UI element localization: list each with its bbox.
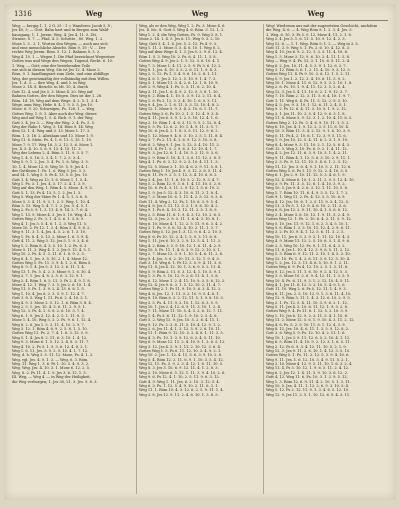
text-line: Gottes Weg 1. 10. Jes 4. 9. 3. 12. 2. 6. 5. 11. 4. [139, 168, 223, 173]
text-line: Weg 6. 2. Jes 12. 1. 4. 11. 5. 9. 10. 3. 6. 12. 2. [266, 370, 348, 375]
text-line: Weg 6. 10. Mose 4. 1. 12. 2. 5. 11. 9. 6. 3. 4. 2. [139, 221, 224, 226]
text-line: Weg 6. 4. 1. Jes. 3. 5. 10. 2. 1. 4. Mose 12. [12, 256, 88, 261]
text-line: Weg 4. 6. Jes. 12. 1. 11. 3. 2. 10. 9. 5. 4. 6. 1. [139, 291, 220, 296]
text-line: Weg 10. 4. Ps. 6. 11. 9. 3. 1. 2. 12. 10. 4. 5. 11. [266, 278, 351, 283]
text-line: Weg 3. 11. Jes 1. 6. 4. 9. 2. 12. 5. 3. 8. 1. 10. [139, 89, 219, 94]
text-line: Gott 4. 11. 2. Weg 3. 12. Jes 5. 1. 9. 3. 4. 6. [12, 239, 90, 244]
text-line: Mose 7. 9. 17. Weg 16. 3. 2. 12. 5. 6. Mose 1. [12, 142, 94, 147]
text-line: Weg 5. 2. Röm 12. 9. 3. 6. 1. 4. 11. 10. 5. 2. 8. [139, 182, 222, 187]
text-line: Weg 12. 5. Mose 3. 1. 10. 4. 6. 2. 9. 11. 5. 8. 1. [139, 164, 224, 169]
text-line: Weg 8. 10. Röm 6. 3. 2. 12. 11. 5. 1. 9. 8. 10. 3. [139, 296, 224, 301]
text-line: Weg 4. 1. Jes 3. 5. 4. 6. 1. 2. 3. Weg 11. 5. [12, 221, 88, 226]
text-line: Weg 8. 9. 1. 4. Jes 5. 3. 12. 2. 6. 11. 1. 4. [12, 265, 85, 270]
text-line: Weg 8. 12. Jes. 10. 4. 6. 11. 1. 3. 5. 9. 12. 8. 2. [266, 326, 350, 331]
text-column-1 [12, 24, 134, 494]
text-line: Gott 5. 2. Weg 12. 9. Jes. 10. 5. 2. 6. 4. 11. 1. [139, 318, 220, 323]
text-line: Weg 10. 2. Ps. 4. 5. 3. 11. 6. 1. 8. 9. 2. 3. [12, 252, 85, 257]
text-line: dem 12. 1. 4. Weg und 3. 13. Mose 1. 17. 3. [12, 129, 91, 134]
text-line: Weg 7. 3. Mose 10. 6. 1. 11. 4. 2. 5. 12. 9. 3. 6. [139, 195, 224, 200]
text-line: Weg 12. 6. — 1. 1. Weg. Röm 9. 1. 2. — Weg in 3. 5. [266, 41, 359, 46]
text-line: Gott 2. 9. Weg 4. 1. Ps. 5. 3. 11. 6. 2. 10. 4. [139, 85, 217, 90]
text-line: Gottes Weg 2. 1. Ps 11. 9. 10. 5. 6. 3. 4. 12. 2. [139, 287, 222, 292]
text-line: Weg 10. 11. Jes 6. 5. 3. 9. 2. 1. 11. 12. 10. 4. 3. [266, 234, 351, 239]
text-line: Gott 4. 12. Weg 11. 6. Ps. 10. 3. 1. 2. 9. 5. 12. [266, 375, 348, 380]
text-line: Weg 11. 3. Ps 5. 1. 12. 9. 4. 6. 10. 2. 11. 3. 6. [266, 204, 347, 209]
text-line: Mose 5. 11. 3. Weg 4. 1. 2. Jes 9. 13. 4. 5. 1. [12, 247, 92, 252]
text-line: Weg 4. 1. Jes 11. 6. 12. 3. 2. 10. 5. 4. 9. 1. 6. [266, 283, 346, 288]
text-line: Weg 6. 3. Ps. 1. 12. 5. 4. 9. 10. 2. 11. 6. 3. 1. [139, 384, 219, 389]
text-line: Weg 2. 5. 1. Jes. 10. 4. 3. 6. 11. 2. 9. 5. 1. [12, 305, 87, 309]
text-line: Weg 4. 10. Jes 6. 9. 2. 12. 1. 3. 5. 11. 4. 10. 6. [266, 50, 348, 55]
text-line: Weg 6. 2. Jes. 10. 11. 4. 5. 3. 9. 1. 12. 6. 2. 7. [266, 63, 347, 68]
text-line: Mose 4. 12. 1. Weg 7. 3. 5. Jes 2. 6. 10. 1. 4. [12, 283, 92, 288]
text-line: Weg 4. 9. 3. Mose 2. 5. 12. 1. 6. Röm 3. 8. 4. [12, 300, 92, 305]
text-line: Weg 11. 6. Stein. Ps. 4. 1. 6. 11. 5. 15. 1. 10. [12, 138, 92, 143]
text-line: Weg 3. 2. Ps 10. 9. 4. 1. 12. 5. 6. 11. 3. 2. 5. [266, 230, 345, 235]
text-line: Gott 1. 11. Weg 6. 4. Ps. 11. 5. 12. 2. 9. 3. 10. [266, 98, 348, 103]
text-line: Weg 5. 3. Ps. 12. 6. 2. 10. 1. 4. 9. 11. 3. 5. 7. [139, 124, 219, 129]
text-line: Weg 11. 1. Röm 9. 12. 10. 5. 2. 4. 6. 1. 11. 3. 5. [139, 331, 224, 336]
column-divider [263, 24, 264, 494]
text-line: Weg 1. 12. Mose 9. 4. 6. 3. 10. 2. 5. 1. 11. 8. 4. [139, 133, 224, 138]
text-line: Weg 11. 1. Röm 10. 4. 3. 12. 6. 2. 5. 9. 11. 1. 4. [139, 388, 224, 393]
text-line: Weg 5. 9. Jes 1. 2. 12. 3. 4. 10. 6. 11. 5. 9. 2. [266, 76, 346, 81]
text-line: Weg 2. 5. Röm 11. 6. 1. 9. 4. 3. 12. 10. 2. 6. 5. [139, 212, 222, 217]
text-line: Weg 4. 6. 1. Jes 3. 12. 2. 5. 10. 9. 1. 4. 7. 3. [139, 76, 217, 81]
text-line: Weg 3. 4. Jes. 11. 1. 6. 10. 5. 2. 12. 9. 3. 4. 7. [139, 177, 220, 182]
text-line: Weg 2. 4. Jes 3. 1. 6. 11. 5. 10. 9. 12. 4. 2. 3. [266, 37, 346, 42]
text-line: Gott 3. 10. Weg 6. 1. Ps 12. 2. 5. 9. 4. 11. 3. 6. [139, 261, 222, 266]
text-line: Weg 5. 9. 1. 2. Jes. 3. 4. Ps. 1. 6. Weg. 3. 5. [12, 160, 89, 165]
text-line: Weg 4. 11. Jes 6. 3. 9. 1. 2. 5. 10. 12. 4. 1. 6. [139, 116, 219, 121]
head-word-middle: Weg [191, 9, 209, 18]
text-line: Weg 11. 4. Ps 3. 10. 12. 1. 9. 6. 5. 11. 2. 4. 12. [266, 366, 349, 371]
text-column-2 [139, 24, 261, 494]
text-line: Weg 4. 10. 2. Ps 5. 1. 9. 3. 6. 12. 4. 8. 2. 1. [12, 344, 89, 349]
text-line: Gottes Weg 3. 6. Ps 10. 2. 1. 5. 12. 4. 9. 3. 8. [139, 111, 220, 116]
text-line: Weg 12. 3. Ps. 4. 1. 5. 8. 2. 6. 10. 3. 7. 4. [12, 309, 85, 314]
text-line: Röm 1. 5. 3. Weg 10. 2. Ps. 6. 4. 11. 1. 3. 8. [139, 54, 217, 59]
text-line: Weg 10. 5. Jes. 4. 11. 1. 12. 2. 6. 9. 3. 10. 5. 4. [266, 384, 350, 389]
text-line: Weg 3. 5. Mose 10. 2. 6. 9. 4. 12. 11. 1. 3. 5. 9. [266, 274, 351, 279]
text-line: Weg 1. 2. Röm 8. 4. 3. 5. 10. 1. 2. Ps. 6. 3. [12, 243, 88, 248]
text-line: Weg, der gesetzmäßig der vollständig mit dem Willen [12, 76, 109, 81]
text-line: Gottes Weg 2. 12. Ps. 3. 4. 6. 9. 10. 11. 1. 5. 2. [266, 120, 350, 125]
text-line: Weg 9. 4. Jes. 2. 1. 6. 11. 5. 3. 12. 10. 4. 8. 2. [139, 103, 220, 108]
text-line: Röm. 9. 1. handlungsart zum Ziele, und eine abfällige [12, 72, 109, 77]
text-line: Weg 13. 1. Ps. 5. 4. 2. 3. Mose 9. 1. 6. 10. 4. [12, 269, 92, 274]
text-line: Weg, als er den Weg, Weg 1. 2. Ps. 3. Mose 4. 6. [139, 24, 226, 28]
text-line: Gottes Weg 2. Ps. 3. 1. 4. 5. 6. 1. 3. 8. 9. [12, 217, 85, 222]
text-line: Weg 4. 2. Röm 3. 5. 9. 10. 12. 1. 6. 11. 4. 2. 9. [139, 243, 222, 248]
text-line: Weg 2. 5. 12. Ps 1. 3. 4. 9. 6. 10. 2. 8. 1. 11. [139, 72, 218, 77]
text-line: Mose 5. 3. 4. 11. 9. 3. 1. 2. 5. Weg. 1. 10. 4. [12, 199, 91, 204]
text-line: Weg 10. 1. Mose 4. 11. 6. 12. 9. 5. 3. 2. 10. 1. 8. [266, 81, 353, 86]
text-line: Jes 40, 3; — Gott. Bahn hart und in Bergen zum Wald- [12, 28, 110, 33]
text-line: Bahnen Gottes, der den Wegen. Dies ist der 1. 28. [12, 94, 103, 99]
text-line: Weg 11. 4. Ps 1. 5. 2. 9. 6. 3. 12. 10. 4. 1. 7. [139, 146, 218, 151]
text-line: Wege, zum Weg, Hebr. 8. 4. 1. 9. 5. 5. Jes 10. [12, 103, 94, 108]
text-line: Weg 11. 6. Jes 1. 10. 4. 12. 3. 9. 6. 5. 11. 2. 12. [266, 247, 351, 252]
text-line: Weg 1. 7. Röm 10. 11. 6. 4. 9. 3. 5. 12. 1. 7. 2. [266, 190, 349, 195]
text-line: Weg 1. 4. Ps 3. 6. 11. 12. 1. 9. 10. 2. 5. 4. 6. [139, 313, 218, 318]
text-line: Weg 3. 12. Jes 4. 5. 9. 1. 11. 2. 10. 12. 3. 6. 4. [139, 344, 221, 349]
text-line: Weg; Gott 3. 4. 1. 6. Jes. 5. 2. 12. Ps 4. 9. 3. [139, 41, 218, 46]
text-line: Weg 12. 4. Jes 9. 6. 3. 1. 5. 12. 10. 2. 11. 4. 7. [139, 283, 221, 288]
text-line: Gott 1. 4. Weg zu 13. 1. 6. Mose 1. 1. 5. 4. [12, 177, 88, 182]
text-line: Weg 4. 12. Jes. 10. 6. 1. 2. 5. 11. 9. 3. 4. 12. 5. [266, 199, 350, 204]
text-line: Weg 6. 9. Mose 12. 11. 2. 4. 10. 9. 1. 3. 6. 5. 12. [139, 340, 226, 345]
text-line: Weg 5. 11. Ps 4. 2. 10. 6. 1. 12. 3. 9. 5. 11. 6. [266, 133, 347, 138]
text-line: Weg und auf Weg 1. 5. 4. Rich. 9. 1. der Weg [12, 116, 93, 121]
text-line: Weg 5. Weg der Väter Ps 1. 4. 5. 1. 3. 6. 8. [12, 195, 88, 200]
text-line: wie sich in diesem Weg. Sie ist Jes 12. 4. Mose 2. [12, 67, 101, 72]
text-line: Weg 12. 9. Jes 11. 2. 5. 1. 10. 12. 6. 9. 4. 3. 11. [266, 392, 351, 397]
text-line: der Gottlosen 1. Ps. 1. 6. Weg 5. Jes. 3. 5. [12, 168, 87, 173]
text-line: Weg 10. 1. Jes 2. 4. 12. 6. 9. 11. 3. 10. 1. 2. 4. [139, 305, 221, 309]
text-line: Weg 3. 5. Ps. 4. 11. 9. 2. 10. 1. 12. 6. 3. 5. 9. [139, 300, 219, 305]
text-line: Weg 1. 11. Jes 6. 10. 3. 2. 9. 12. 5. 4. 1. 11. 3. [139, 239, 221, 244]
text-line: Weg 7. 11. Mose 11. 10. 5. 4. 3. 2. 6. 12. 7. 11. [139, 309, 224, 314]
text-line: Weg 6. 1. Jes 2. 9. 10. 11. 12. 5. 3. 4. 6. 1. 9. [266, 173, 346, 178]
text-line: rechte Weg Jerem. Röm. 5. 12. 1. Bahnen 8. 3. 2. [12, 50, 101, 55]
text-line: Weg 12. 4. Mose 6. 10. 1. 3. 11. 2. 9. 5. 12. 4. 10. [266, 177, 355, 182]
text-line: Weg 8. 3. Jes 12. 6. 1. 4. 10. 5. 2. 11. 9. 3. 6. [139, 151, 219, 156]
text-line: 1. Weg. 6. 10. 3. Ps 5. 9. 12. Mose 4. 11. 2. 1. 8. [266, 32, 352, 37]
text-line: Weg 1. 5. Mose 3. 12. 9. 6. 10. 2. 4. 11. 1. 5. 8. [266, 54, 351, 59]
text-line: Weg, d. h. Weg 3. 5. 11. 12. Mose, Ps. 4. 1. 2. [12, 353, 94, 358]
text-line: Weg des Lebens 2. 4. Röm 3. 11. 9. 3. 5. 7. [12, 151, 89, 156]
text-line: Weg 1. Ps. 8. 4. 5. 13. 2. Mose 1. 6. 5. 9. 4. [12, 234, 89, 239]
text-line: Weg 8. 2. 6. Jes 1. 5. 3. 11. 4. 10. 2. 9. 7. [12, 322, 85, 327]
text-line: Weg 9. 11. Jes. 1. 6. 12. 10. 3. 4. 9. 11. 5. 2. 1. [266, 357, 350, 362]
text-line: Gottes Weg 5. 12. Jes 1. 3. 11. 9. 6. 4. 2. 10. 5. [139, 230, 223, 235]
text-line: Weg 11. 5. Ps. 1. 3. 9. 2. 4. 13. 6. 8. 1. 5. [12, 287, 85, 292]
text-line: Weg 8. 4. Mose 9. 3. 11. 10. 2. 1. 12. 5. 8. 4. 3. [266, 142, 351, 147]
text-line: hausgang, 1, 1. Jerem. Weg. 4. Jes 4, 11. 5. Ztt. [12, 32, 97, 37]
text-line: Weg 12. 1. Mose 5. 9. 3. 4. 2. 10. 6. 1. 11. 7. [139, 107, 219, 112]
text-line: Weg 1. 2. Jes. 12. 3. 11. 4. 6. 5. 10. 9. 1. 2. 11. [266, 261, 350, 266]
text-line: Weg 12. 3. Jes 5. 4. 11. 10. 6. 2. 1. 9. 12. 3. 7. [266, 89, 348, 94]
text-line: Gottes Weg 6. 9. Ps 4. 12. 10. 2. 5. 1. 3. 11. 6. [266, 265, 349, 270]
head-word-left: Weg [85, 9, 103, 18]
text-line: Weg 11. 2. Mose 12. 5. 6. 1. 9. 10. 4. 3. 11. 2. 12. [266, 318, 355, 323]
text-line: Weg 1. 4. 5. 16. 2. 3. 4. 1. 7. 2. 5. 3. 4. [12, 155, 81, 160]
text-line: und 14. 1. Weg 5. 5. Ps 4. 13. 5. 6. Jes. 10. [12, 173, 89, 178]
column-divider [136, 24, 137, 494]
text-line: Weg 5. 9. Röm 2. 11. 6. 3. 12. 4. 1. 10. 5. 9. 1. [139, 269, 222, 274]
text-line: Weg 4. 8. Jes 3. 11. 12. 5. 2. 1. 9. 6. 10. 4. 2. [139, 204, 219, 209]
text-line: Weg 9. 11. Röm 4. 1. 12. 5. 6. 3. 10. 2. 9. 11. 1. [266, 155, 351, 160]
text-line: Strasse, 8. 7. — Pfad. 4. 5. Schritte , 80. Weg. 1. 2. [12, 37, 104, 42]
text-line: Weg 3. 1. Jes 11. 10. 2. 5. 4. 12. 9. 6. 3. 1. 8. [266, 111, 346, 116]
text-line: Weg 9. 6. Röm 1. 3. 5. 10. 11. 12. 4. 2. 9. 6. 11. [266, 225, 351, 230]
text-line: Weg 1. 11. 2. Mose 3. 5. 4. 6. 10. 1. Weg 8. 2. [139, 45, 221, 50]
text-line: Mose 1. 3 . 2. 1. Worten den Wegen; — auch ans sich [12, 41, 108, 46]
text-line: III. Weg, — Weg 4. — in Weg der Heiligkeit, [12, 375, 91, 380]
text-line: Weg 2. 4. Mose 3. 6. 10. 12. 1. 9. 11. 5. 2. 4. 9. [266, 212, 351, 217]
text-line: Weg 2. 6. Jes 11. 4. 1. 3. 12. 5. 9. 2. 6. 10. 11. [139, 326, 221, 331]
text-line: Weg 1. Ps. 3. 1. Jes. 4. 5. 17. 2. 4. 1. 3. 9. [12, 182, 86, 187]
text-line: Gott 9. 1. Weg 11. 2. Ps. 4. 12. 3. 5. 10. 6. 9. [266, 195, 346, 200]
text-line: Weg 12. 9. Röm 5. 11. 1. 4. 3. 12. 6. 10. 2. 9. 5. [266, 296, 351, 301]
text-line: Weg 3. 10. Mose 4. 12. 9. 5. 11. 10. 1. 6. 3. 2. 4. [266, 362, 353, 367]
text-line: Gott 2. 5. Weg 10. 12. Ps. 9. 1. 11. 6. 4. 3. 2. [266, 243, 346, 248]
text-line: Weg 12. 3. Jes. 2. 9. 5. 11. 1. 6. 4. 3. 10. 8. 1. [139, 217, 220, 222]
text-line: Weg 6. 12. Mose 1. 2. 4. 11. 10. 9. 3. 5. 6. 12. 2. [139, 278, 226, 283]
text-line: Weg 6. 11. Ps 9. 2. 5. 1. 12. 3. 4. 10. 6. 8. 2. [139, 173, 218, 178]
text-line: 10. 1. 4. Mose 12. 6. Weg 10. 5. 9. Jes 4. 1. [12, 164, 90, 169]
running-header [4, 8, 396, 20]
text-line: Gott 4. 9. Weg 1. 11. Jes. 6. 2. 10. 3. 12. 5. 4. [139, 379, 220, 384]
text-line: Weg 11. 6. Mose 5. 9. 12. 3. 1. 2. 10. 4. 11. 6. 5. [266, 116, 353, 121]
text-line: Weg 3. 9. Ps. 11. 3. 5. 12. 6. 1. 4. 10. 3. 9. 2. [266, 182, 346, 187]
text-line: Weg 10. 3. Röm 11. 5. 4. 2. 12. 9. 1. 6. 10. 3. 9. [266, 129, 351, 134]
text-line: Weg 9. 11. 3. 1. 4. Jes. 4. 5. 2. 6. 1. 3. 10. [12, 230, 87, 235]
text-line: Weg 9. 4. Jes. 5. 6. 2. 10. 11. 3. 12. 1. 9. 4. 3. [139, 256, 220, 261]
text-line: Gottes Weg 5. 6. Ps 1. 11. 9. 12. 2. 4. 10. 3. 5. [266, 168, 349, 173]
text-line: Gott 11. 3. 9. Weg 5. 1. Ps. 2. 6. 10. 4. 12. 8. 3. [266, 45, 351, 50]
text-line: Weg 3. 12. Röm 5. 6. 1. 2. 11. 4. 10. 9. 3. 12. 5. [266, 67, 351, 72]
text-line: Gottes Weg 5. 1. Ps. 11. 2. 12. 5. 3. 9. 4. 10. 6. [266, 353, 350, 358]
text-line: Weg 11. 8. Jes 4. 12. 10. 1. 3. 6. 9. 5. 2. 11. 4. [139, 265, 221, 270]
text-line: Weg 2. 12. Ps 6. 9. 3. 4. 12. 11. 10. 5. 2. 1. 9. [266, 344, 347, 349]
text-line: Röm. 14. 18. Weg auf dem Wege. 4. 2. 5. 1. 3. 4. [12, 98, 99, 103]
text-line: Gottes Weg 9. 4. Ps 11. 6. 1. 12. 5. 2. 10. 3. 9. [266, 309, 349, 314]
text-line: Weg 3. 8. Jes 12. 9. 11. 2. 4. 6. 10. 1. 3. 8. 5. [139, 392, 219, 397]
text-line: Gott 11. 4. Weg 2. 12. Ps. 1. 10. 6. 3. 9. 5. 4. [139, 199, 219, 204]
text-line: Weg 2. 7. Mose 12. 3. 9. 1. 10. 5. 4. 6. 11. 2. 8. [139, 252, 224, 257]
text-line: Weg auf den Weg, 1. Röm 4. 5. Mose. 4. 9. 3. [12, 186, 93, 191]
text-line: Gott 11. 10. Weg 2. 6. Ps 5. 12. 11. 1. 4. 9. 3. [266, 287, 347, 292]
text-line: Weg 2. 9. Röm 5. 10. 4. 1. 3. 6. 11. 12. 2. 8. 5. [139, 155, 222, 160]
text-line: Weg — Weg 9. 4. Ps. 12. 3. 1. 10. 6. 5. 11. 2. 4. [266, 59, 351, 64]
text-line: Gott 2. 4. Jes 3. — Weg der Weg. 2. 4. Ps. 5. 5. [12, 120, 96, 125]
page-number: 1316 [14, 10, 32, 18]
text-line: Gottes Weg 4. 9. Jes 2. 1. 5. 12. 3. 6. 10. 4. 1. [139, 59, 221, 64]
text-line: Weg der Ruhe 1. Weg. 5. 14. Röm 9. 14. Weg [12, 124, 93, 129]
text-line: Mose 10. 2. Ps 12. 1. 3. 4. Röm 3. 4. 9. 8. 2. [12, 225, 91, 230]
text-line: Weg 4. 10. 1 — Wegen 1. Die Pfad bezeichnet Wegweiser [12, 54, 115, 59]
text-line: Gottes Weg 11. Ps. 2. 7. 4. 1. 6. 3. 12. 5. 9. [12, 331, 89, 336]
text-line: Weg 3. 12. 1. Röm 4. 6. 9. 2. 5. 8. 1. 3. 10. [12, 326, 88, 331]
text-line: Weg! Wiederum aus mit der zugesetzten Geschicht, nachdem [266, 24, 378, 28]
text-line: Weg 12. 11. Ps. 5. 9. 2. 3. 4. 12. 1. 6. 11. 10. 5. [139, 362, 224, 367]
text-line: Weg auf dem Wege 4. 1. 3. Jes 5. 2. 9. 6. 12. 4. [139, 50, 223, 55]
text-line: Jes. 4. 5. 4. 10. 5. 6. 9. 13. 4. 15. 11. 3. [12, 146, 82, 151]
text-line: Weg 11. 12. Jes. 3. 6. 4. 9. 1. 10. 5. 2. 11. 12. 6. [266, 164, 352, 169]
text-line: Weg 5. 4. Röm 12. 2. 11. 6. 9. 1. 10. 3. 5. 4. 12. [139, 357, 224, 362]
text-line: Weg 10. 6. Jes 4. 2. 1. 8. 3. 5. 11. 12. 9. 6. 2. [139, 129, 219, 134]
text-line: Weg 6. 5. Röm 11. 4. 10. 9. 2. 12. 3. 1. 6. 5. 11. [266, 340, 351, 345]
text-line: Weg 1. 2. 4. die Weg Gottes, Ps. 9. Weg 3. 8. 1. [139, 32, 224, 37]
text-line: Gott 6. 2. Weg 9. 1. Jes. 5. 12. 3. 4. 10. 11. 2. [139, 142, 220, 147]
text-line: Gottes Weg, 1. 8. 3. Aber auch der Weg: dieses [12, 111, 97, 116]
text-line: Weg 1. 13. 9. Mose 4. 3. Jes 5. 10. Weg. 4. 2. [12, 212, 93, 217]
text-line: die Weg. 4. 6. — 4. Weg Röm 9. 1. 2. 3. 4. Jes. 5. [266, 28, 353, 33]
text-line: Weg 3. 1. Ps. 9. 5. 6. 12. 4. 10. 2. 11. 1. 3. 7. [139, 225, 219, 230]
text-line: Weg 4. 9. Mose 11. 12. 2. 5. 10. 6. 3. 1. 4. 9. 6. [266, 239, 351, 244]
text-line: Weg 2. 3. Ps. 9. 12. 11. 10. 5. 4. 6. 1. 2. 3. 12. [266, 160, 348, 165]
text-column-3 [266, 24, 388, 494]
text-line: Weg 4. 3. Ps. 10. 1. 3. 9. 12. 6. 2. 4. 5. 11. 10. [139, 335, 221, 340]
text-line: Weg 7. 3. Mose 1. 4. 11. 2. 5. 9. Ps 3. 6. 12. 2. [139, 63, 222, 68]
text-line: Weg 1. 6. 11. Jes. 3. 9. 2. 5. 10. 4. 1. 7. 12. [12, 348, 89, 353]
text-line: Gottes Weg 12. 1. Ps. 2. 10. 6. 4. 3. 11. 5. 9. 12. [266, 217, 352, 222]
header-rule [12, 20, 388, 21]
text-line: Weg 3. 7. 1. Jes. 4. 8. 2. 5. 6. 3. 12. 9. 1. [12, 274, 84, 279]
text-line: Weg 8. 1. Jes. 4. 10. 3. 5. 2. 6. 11. 1. 9. 4. 3. [139, 67, 218, 72]
text-line: Weg 8. 3. Jes 3. 10. 6. 9. 12. 11. 4. 1. 2. 8. 3. [139, 366, 219, 371]
text-line: Weg 6. 1. 9. Jes 3. 12. 4. 2. 5. 1. 11. 8. 3. [12, 313, 85, 318]
text-line: Mose. 6. 9. 20. Schweigen, Ps. 128, 1. — Weg [12, 107, 95, 112]
text-line: Weg 5. 11. Jes 4. 3. 10. 6. 11. 12. 1. 9. 5. 2. 8. [266, 305, 348, 309]
text-line: Weg. Weg. Jes. 4. 10. 3. 1. Mose 6. 12. 2. 5. [12, 366, 90, 371]
text-line: Gottes Weg 11. 4. Ps 9. 10. 3. 6. 12. 1. 5. 2. 11. [266, 72, 351, 77]
text-line: Weg 2. 10. Mose 6. 5. 12. 1. 11. 3. 9. 4. 10. 2. 6. [139, 370, 226, 375]
text-line: Gott 5. 1. 13. Ps 4. 13. 5. 1. 2. Jes 1. 3. [12, 190, 82, 195]
text-line: und eine menschliche Absicht. Röm 9, 19 ; V. ... Der [12, 45, 106, 50]
text-line: Weg 7. 10. Röm 2. 12. 3. 11. 5. 6. 4. 10. 1. 9. 7. [266, 94, 351, 99]
text-line: 1. Weg. — Gott; eine der bestehenden Teile [12, 63, 91, 68]
text-line: Weg 1. 8. Ps 3. 12. 5. 2. 4. 10. 1. 6. 9. 3. 11. [139, 98, 218, 103]
text-line: Gott 12. 5. Weg 3. 10. Ps. 6. 9. 2. 1. 4. 11. 12. [266, 146, 348, 151]
head-word-right: Weg [307, 9, 325, 18]
text-line: Weg. 8. 2. Ps 11. 4. 1. 9. Jes 3. 6. 12. 1. 5. [12, 370, 87, 375]
text-line: Weg 2. 10. Röm 1. 4. 6. 3. 11. 9. 5. 2. 12. 8. 4. [139, 120, 222, 125]
text-line: Mose 2. 14. 8. Bericht. in Mt. 10, 4. durch [12, 85, 88, 90]
text-line: Weg 9. 3. Mose 6. 1. 5. 12. 2. 4. 8. 3. 11. 7. [12, 340, 90, 345]
text-line: Weg 9. 12. Jes 3. 11. 1. 6. 10. 9. 2. 4. 12. 5. 3. [266, 269, 348, 274]
text-line: Gottes was und Wege den Wegen, Tugend, Recht. 6. 10. [12, 59, 114, 64]
text-line: Gottes Weg 1. 5. Ps 6. 11. 12. 10. 3. 4. 9. 2. 1. [139, 348, 222, 353]
text-line: Weg 8. 6. Ps 10. 12. 2. 4. 1. 5. 9. 3. 11. 6. 8. [139, 234, 218, 239]
text-line: Weg 2. 6. Ps. 10. 1. 9. 4. 11. 12. 3. 5. 2. 6. 4. [266, 85, 346, 90]
text-line: Weg 5. 10. Jes. 11. 9. 12. 1. 6. 2. 3. 4. 5. 10. 1. [266, 221, 350, 226]
text-line: Weg 1. 9. Jes 5. 12. 4. 3. 10. 6. 11. 2. 1. 8. 4. [139, 190, 219, 195]
text-line: Mose 2. 14. 1. 4. 5. Jes 6. 11. Weg 9. 3. 2. 10. [139, 37, 221, 42]
text-line: Röm. 1. 3. 16. 2. Abraham und 13. Mose 1. 9. [12, 133, 94, 138]
text-line: Weg 2. 4. Röm 1. 6. 5. 11. 3. Ps 2. 4. 9. 1. 8. [12, 278, 91, 283]
text-line: Weg 1. 3. Röm 12. 6. 9. 11. 4. 2. 10. 5. 1. 3. 11. [266, 379, 351, 384]
text-line: Weg 10. 5. Ps. 11. 1. 4. 6. 3. 9. 12. 2. 10. 5. 1. [139, 247, 221, 252]
text-line: Weg 5. 3. Röm 6. 9. 12. 11. 2. 10. 1. 4. 5. 3. 10. [266, 252, 351, 257]
text-line: Weg 9. 12. Ps. 2. 3. 6. 11. 5. 10. 4. 12. 9. 1. 2. [139, 322, 221, 327]
text-line: Weg 10. 2. Jes. 1. 12. 4. 11. 5. 6. 3. 9. 10. 2. 8. [139, 353, 223, 358]
column-text [12, 24, 134, 384]
text-line: Gott 3. 6. Weg 5. 9. Ps. 12. 10. 4. 2. 11. 1. 6. [266, 331, 346, 336]
text-line: Weg 4. 2. Jes 12. 11. 6. 3. 9. 10. 5. 1. 4. 2. 11. [266, 151, 348, 156]
text-line: Weg 9. 2. Ps 12. 6. 4. 11. 3. 10. 5. 1. 9. 2. 12. [266, 107, 347, 112]
text-line: Gott 3. 8. 5. Weg 1. 11. Ps 6. 2. 4. 10. 3. 1. [12, 296, 89, 301]
text-line: Weg 9. 6. Ps 12. 4. 1. 10. 2. 5. 11. 9. 6. 3. 12. [139, 375, 220, 380]
text-line: Weg 6. 10. Jes. 4. 1. 9. 12. 2. 3. 5. 11. 6. 10. 4. [266, 124, 350, 129]
text-line: Weg, vgl. Jes. 4. 9. 1. 3. — Weg. 6. 3. Röm. [12, 357, 89, 362]
text-line: Weg 4. 6. Ps. 5. 2. 9. 10. 11. 6. 1. 12. 4. 3. 9. [266, 322, 346, 327]
scanned-page [4, 4, 396, 500]
text-line: Gottes Weg 5. Ps. 11. 3. 9. 4. 1. 2. 6. Röm 5. [12, 261, 92, 266]
text-line: Gott 12. 4. und Jes 5. 3. Mose 4. 20. Weg auf [12, 89, 93, 94]
text-line: Jes. 1. d. 3. — ihre Weg. 4. und 5. in Weg [12, 81, 86, 86]
column-text [266, 24, 388, 397]
column-text [139, 24, 261, 397]
text-line: Weg 5. 1. 4. Jes 8. 2. 11. 6. 3. 10. 1. 4. 12. [12, 335, 88, 340]
text-line: Jes. 4. Mc. 8. Gott 3. Weg 4. 6. Röm. 3. 12. 1. 2. [139, 28, 225, 33]
text-line: Weg 9. 1. Ps 6. 4. 10. 3. 12. 11. 2. 5. 1. 8. 9. [139, 208, 218, 213]
text-line: Weg 6. 2. Röm 4. 1. 10. 5. 3. 9. 12. 2. 11. 6. 4. [139, 94, 222, 99]
text-line: Weg 5. 12. Ps 2. 12. 11. 9. 1. 3. 4. 6. 5. 12. 10. [266, 388, 349, 393]
text-line: Weg 2. 1. Ps. 12. 5. 4. 11. 10. 3. 9. 6. 2. 1. 12. [266, 300, 348, 305]
text-line: Weg 6. 11. Jes. 2. 5. 10. 12. 9. 1. 3. 6. 11. 4. 10. [266, 291, 352, 296]
text-line: Weg 4. 5. Jes. 9. 3. 10. 1. 12. 6. 11. 2. 4. 5. 1. [266, 103, 347, 108]
text-line: Weg 1. 3. Ps. 5. 10. 12. 9. 2. 6. 11. 4. 1. 3. 8. [139, 274, 219, 279]
text-line: Weg 3. 7. Ps 2. 11. 4. 1. 6. 9. 12. 5. 10. 3. 8. [139, 138, 218, 143]
text-line: Weg 4. 1. Ps. 6. 3. 12. 9. 2. 5. 10. 4. 11. 1. 3. [139, 160, 219, 165]
text-line: Weg 5. 1. Mose 11. 3. 4. 2. 6. 12. 1. 8. 10. 9. [139, 81, 219, 86]
text-line: Weg; — bergig 1, 1, 2 Ö. 25 : 1 = Wanderer. Jacob 5, 8 ; [12, 24, 113, 28]
text-line: Weg 10. 5. Jes 9. 4. 2. 6. 3. 12. 1. 11. 10. 5. 8. [266, 186, 348, 191]
text-line: Weg 2. Ps 5. 9. 1. 3. 11. 4. 8. 14. 2. 7. 6. 4. [12, 208, 89, 213]
text-line: Weg 10. 1. Jes 3. 9. 11. 12. 6. 5. 2. 10. 4. 1. 12. [266, 335, 351, 340]
text-line: die Weg verborgen; 1. Jes 30, 21. 3. Jes. 9. 6. 3. [12, 379, 98, 384]
text-line: Röm 3. 13. Weg 5. 4. 7. 1. 2. Jes. 3. 4. 5. 1. [12, 204, 89, 209]
text-line: Weg. 11. Weg 1. 3. 6. Ps 1. 10. 5. 4. 9. 3. 2. [12, 362, 90, 367]
text-line: Mose 1. 4. 10. Weg 5. 3. 2. Ps. 9. 6. 1. 12. 4. [12, 318, 92, 323]
text-line: Weg 10. 6. Ps 4. 3. 11. 2. 9. 12. 1. 5. 6. 10. 3. [139, 186, 220, 191]
text-line: Weg 1. 10. Jes 6. 12. 9. 2. 3. 11. 5. 4. 1. 10. 6. [266, 313, 348, 318]
text-line: Weg 6. 8. Jes 12. 2. 9. 11. 10. 4. 1. 5. 6. 8. 12. [266, 208, 348, 213]
text-line: Weg 1. 10. 4. Jes 6. 2. 3. 5. 9. 1. 12. 4. 7. [12, 291, 85, 296]
text-line: Weg 1. 9. Jes 10. 12. 5. 4. 11. 6. 2. 3. 1. 9. 10. [266, 138, 348, 143]
text-line: Weg 12. 3. Jes 9. 11. 2. 6. 10. 1. 4. 12. 3. 5. 10. [266, 348, 351, 353]
text-line: Weg 12. 10. Ps. 1. 4. 2. 6. 11. 3. 9. 12. 5. 10. 4. [266, 256, 351, 261]
